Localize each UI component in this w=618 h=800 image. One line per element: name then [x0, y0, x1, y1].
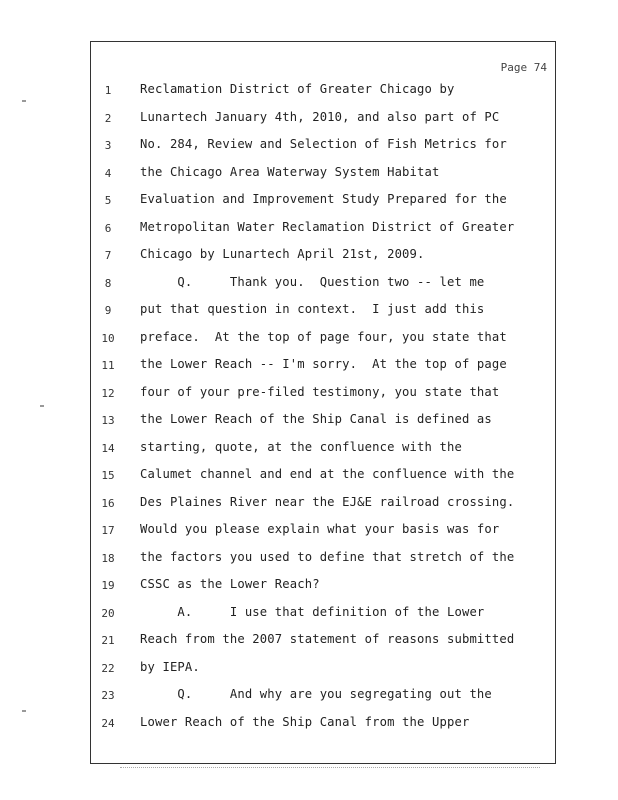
transcript-line — [91, 357, 557, 377]
line-number: 15 — [101, 469, 115, 482]
transcript-line — [91, 577, 557, 597]
scan-artifact — [120, 767, 540, 770]
line-text: No. 284, Review and Selection of Fish Metrics for — [140, 137, 507, 151]
transcript-line — [91, 715, 557, 735]
line-number: 4 — [104, 166, 112, 180]
line-number: 7 — [104, 249, 112, 262]
line-text: by IEPA. — [140, 659, 200, 674]
line-text: preface. At the top of page four, you state that — [140, 329, 507, 344]
line-text: the factors you used to define that stretch of the — [140, 549, 515, 564]
transcript-line — [91, 660, 557, 680]
line-text: the Chicago Area Waterway System Habitat — [140, 164, 440, 179]
transcript-line — [91, 220, 557, 240]
line-number: 14 — [101, 441, 115, 455]
line-number: 2 — [104, 111, 112, 125]
transcript-line — [91, 82, 557, 102]
scan-artifact — [40, 405, 44, 407]
line-text: Would you please explain what your basis was for — [140, 522, 500, 536]
line-text: Metropolitan Water Reclamation District of Greater — [140, 219, 515, 234]
transcript-line — [91, 687, 557, 707]
line-text: the Lower Reach -- I'm sorry. At the top of page — [140, 357, 507, 371]
line-text: Reach from the 2007 statement of reasons submitted — [140, 632, 515, 646]
transcript-line — [91, 247, 557, 267]
transcript-line — [91, 385, 557, 405]
line-text: Lunartech January 4th, 2010, and also part of PC — [140, 109, 500, 124]
line-text: CSSC as the Lower Reach? — [140, 577, 320, 591]
transcript-line — [91, 605, 557, 625]
line-number: 6 — [104, 221, 112, 235]
line-number: 18 — [101, 551, 115, 565]
line-number: 13 — [101, 414, 115, 427]
transcript-line — [91, 330, 557, 350]
line-number: 20 — [101, 606, 115, 620]
transcript-line — [91, 550, 557, 570]
line-text: Q. Thank you. Question two -- let me — [140, 274, 485, 289]
line-number: 11 — [101, 359, 115, 372]
line-text: Lower Reach of the Ship Canal from the Upper — [140, 714, 470, 729]
transcript-line — [91, 522, 557, 542]
transcript-line — [91, 440, 557, 460]
line-number: 12 — [101, 386, 115, 400]
line-number: 8 — [104, 276, 112, 290]
transcript-line — [91, 495, 557, 515]
line-text: four of your pre-filed testimony, you state that — [140, 384, 500, 399]
line-text: Q. And why are you segregating out the — [140, 687, 492, 701]
line-text: starting, quote, at the confluence with the — [140, 439, 462, 454]
line-number: 17 — [101, 524, 115, 537]
line-number: 21 — [101, 634, 115, 647]
transcript-line — [91, 412, 557, 432]
line-text: Chicago by Lunartech April 21st, 2009. — [140, 247, 425, 261]
line-number: 23 — [101, 689, 115, 702]
line-number: 5 — [104, 194, 112, 207]
line-number: 19 — [101, 579, 115, 592]
scan-artifact — [22, 710, 26, 712]
line-number: 16 — [101, 496, 115, 510]
transcript-line — [91, 467, 557, 487]
line-text: Calumet channel and end at the confluence with the — [140, 467, 515, 481]
transcript-line — [91, 632, 557, 652]
transcript-line — [91, 165, 557, 185]
line-number: 9 — [104, 304, 112, 317]
line-number: 1 — [104, 84, 112, 97]
scan-artifact — [22, 100, 26, 102]
line-number: 22 — [101, 661, 115, 675]
transcript-line — [91, 110, 557, 130]
line-text: put that question in context. I just add this — [140, 302, 485, 316]
line-text: Reclamation District of Greater Chicago by — [140, 82, 455, 96]
transcript-line — [91, 192, 557, 212]
line-text: Evaluation and Improvement Study Prepared for the — [140, 192, 507, 206]
line-text: the Lower Reach of the Ship Canal is defined as — [140, 412, 492, 426]
line-text: A. I use that definition of the Lower — [140, 604, 485, 619]
transcript-line — [91, 275, 557, 295]
page-number: Page 74 — [500, 61, 547, 74]
line-number: 10 — [101, 331, 115, 345]
transcript-page — [90, 41, 556, 764]
transcript-line — [91, 302, 557, 322]
transcript-line — [91, 137, 557, 157]
line-number: 24 — [101, 716, 115, 730]
line-text: Des Plaines River near the EJ&E railroad crossing. — [140, 494, 515, 509]
line-number: 3 — [104, 139, 112, 152]
